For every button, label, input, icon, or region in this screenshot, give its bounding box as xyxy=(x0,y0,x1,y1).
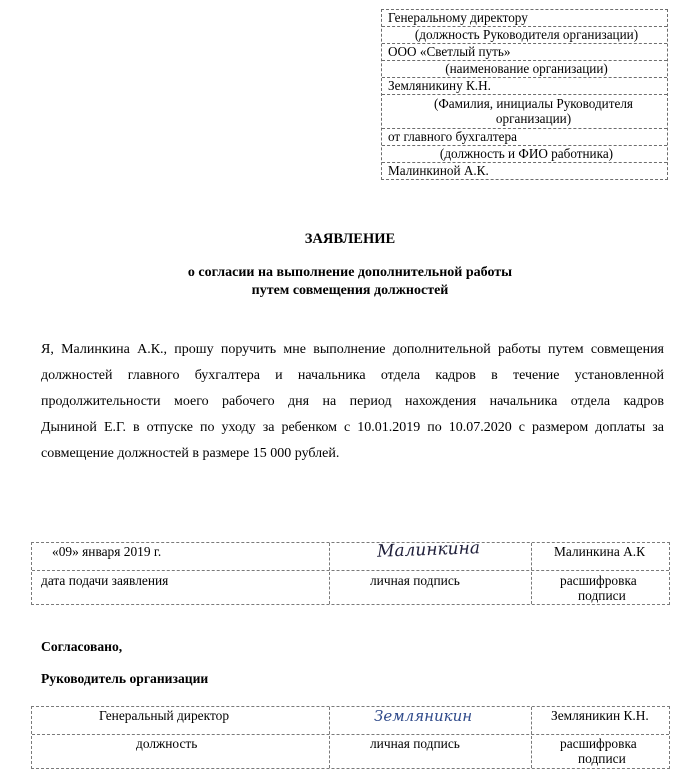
employee-name: Малинкина А.К xyxy=(554,544,646,559)
organization-name: ООО «Светлый путь» xyxy=(382,44,667,61)
document-subtitle-line2: путем совмещения должностей xyxy=(251,283,449,298)
employee-signature: Малинкина xyxy=(376,538,481,562)
name-caption-line2: подписи xyxy=(578,751,626,766)
name-caption-line1: расшифровка xyxy=(560,573,637,588)
head-position: Генеральный директор xyxy=(99,708,230,723)
application-body xyxy=(41,337,664,467)
sender-caption: (должность и ФИО работника) xyxy=(382,146,667,163)
position-caption: должность xyxy=(136,736,198,751)
table-divider xyxy=(531,707,532,768)
table-divider xyxy=(329,543,330,604)
head-signature-table xyxy=(31,706,670,769)
signature-caption: личная подпись xyxy=(370,573,460,588)
document-subtitle-line1: о согласии на выполнение дополнительной работы xyxy=(187,265,513,280)
signature-caption: личная подпись xyxy=(370,736,460,751)
addressee-name: Земляникину К.Н. xyxy=(382,78,667,95)
approval-head-label: Руководитель организации xyxy=(41,671,209,686)
addressee-name-caption: (Фамилия, инициалы Руководителя организации) xyxy=(382,95,667,129)
addressee-position: Генеральному директору xyxy=(382,10,667,27)
addressee-block xyxy=(381,9,668,180)
organization-caption: (наименование организации) xyxy=(382,61,667,78)
approval-label: Согласовано, xyxy=(41,639,123,654)
head-name: Земляникин К.Н. xyxy=(551,708,649,723)
body-line-4: Дыниной Е.Г. в отпуске по уходу за ребенком с 10.01.2019 по 10.07.2020 с размером доплаты за xyxy=(41,420,664,435)
document-title: ЗАЯВЛЕНИЕ xyxy=(304,231,396,247)
application-date: «09» января 2019 г. xyxy=(52,544,162,559)
sender-name: Малинкиной А.К. xyxy=(388,163,489,178)
addressee-position-caption: (должность Руководителя организации) xyxy=(382,27,667,44)
employee-signature-table xyxy=(31,538,670,605)
head-signature: Земляникин xyxy=(374,707,473,725)
body-line-3: продолжительности моего рабочего дня на период нахождения начальника отдела кадров xyxy=(41,394,664,409)
body-line-2: должностей главного бухгалтера и начальника отдела кадров в течение установленной xyxy=(41,368,664,383)
name-caption-line2: подписи xyxy=(578,588,626,603)
name-caption-line1: расшифровка xyxy=(560,736,637,751)
date-caption: дата подачи заявления xyxy=(41,573,169,588)
sender-position: от главного бухгалтера xyxy=(382,129,667,146)
table-divider xyxy=(329,707,330,768)
table-divider xyxy=(32,570,669,571)
body-line-1: Я, Малинкина А.К., прошу поручить мне выполнение дополнительной работы путем совмещения xyxy=(41,342,664,357)
body-line-5: совмещение должностей в размере 15 000 рублей. xyxy=(41,446,340,461)
table-divider xyxy=(531,543,532,604)
table-divider xyxy=(32,734,669,735)
